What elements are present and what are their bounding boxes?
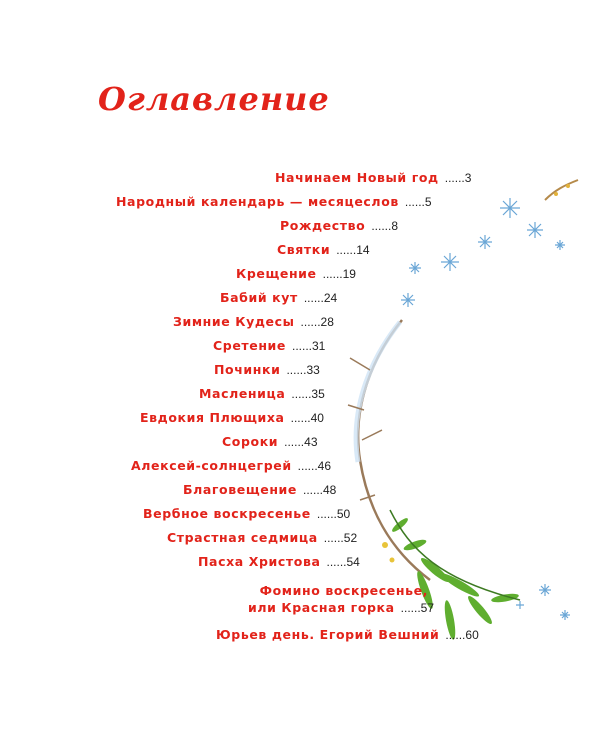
- toc-entry-page: ......54: [326, 555, 360, 569]
- toc-entry-page: ......3: [444, 171, 472, 185]
- toc-entry-page: ......43: [284, 435, 318, 449]
- toc-entry-page: ......31: [292, 339, 326, 353]
- toc-entry-page: ......35: [291, 387, 325, 401]
- toc-entry-page: ......33: [286, 363, 320, 377]
- toc-entry-page: ......28: [300, 315, 334, 329]
- page-title: Оглавление: [98, 80, 330, 118]
- toc-entry[interactable]: [131, 457, 331, 474]
- toc-entry-title: Вербное воскресенье: [143, 506, 311, 521]
- toc-entry-page: ......52: [323, 531, 358, 545]
- toc-entry[interactable]: [167, 529, 357, 546]
- toc-entry-title: Начинаем Новый год: [275, 170, 439, 185]
- toc-entry-page: ......19: [322, 267, 356, 281]
- toc-entry[interactable]: [140, 409, 324, 426]
- toc-entry-page: ......60: [445, 628, 479, 642]
- toc-entry-title-line2: или Красная горка: [248, 600, 395, 615]
- toc-entry[interactable]: [220, 289, 337, 306]
- toc-entry[interactable]: [198, 553, 360, 570]
- toc-entry-title: Страстная седмица: [167, 530, 318, 545]
- toc-entry-page: ......48: [303, 483, 337, 497]
- toc-entry-title: Народный календарь — месяцеслов: [116, 194, 399, 209]
- toc-entry-title: Благовещение: [183, 482, 297, 497]
- toc-entry-title: Фомино воскресенье,: [259, 583, 429, 598]
- toc-entry[interactable]: [275, 169, 471, 186]
- toc-entry-page: ......14: [336, 243, 370, 257]
- toc-entry[interactable]: [213, 337, 325, 354]
- toc-entry-page: ......50: [316, 507, 351, 521]
- toc-entry-title: Починки: [214, 362, 281, 377]
- toc-entry[interactable]: [280, 217, 398, 234]
- toc-entry[interactable]: [199, 385, 325, 402]
- toc-entry-title: Евдокия Плющиха: [140, 410, 285, 425]
- toc-entry-title: Зимние Кудесы: [173, 314, 295, 329]
- toc-entry-page: ......40: [290, 411, 324, 425]
- toc-entry-title: Крещение: [236, 266, 317, 281]
- toc-entry[interactable]: [183, 481, 336, 498]
- toc-entry-title: Алексей-солнцегрей: [131, 458, 292, 473]
- toc-entry[interactable]: [116, 193, 432, 210]
- toc-entry[interactable]: [143, 505, 350, 522]
- toc-entry-page: ......5: [404, 195, 432, 209]
- toc-entry-title: Юрьев день. Егорий Вешний: [216, 627, 440, 642]
- toc-entry-page: ......24: [303, 291, 338, 305]
- toc-entry-page: ......46: [297, 459, 332, 473]
- toc-entry[interactable]: [216, 626, 479, 643]
- toc-entry-title: Сороки: [222, 434, 279, 449]
- toc-entry-page: ......57: [400, 601, 435, 615]
- toc-entry[interactable]: [236, 265, 356, 282]
- toc-entry-title: Сретение: [213, 338, 286, 353]
- toc-entry-page: ......8: [371, 219, 399, 233]
- toc-entry[interactable]: [214, 361, 320, 378]
- toc-entry[interactable]: [277, 241, 370, 258]
- toc-entry-title: Рождество: [280, 218, 366, 233]
- toc-entry[interactable]: [173, 313, 334, 330]
- toc-entry-title: Бабий кут: [220, 290, 298, 305]
- toc-entry-title: Пасха Христова: [198, 554, 321, 569]
- toc-entry[interactable]: [248, 583, 434, 616]
- toc-entry[interactable]: [222, 433, 318, 450]
- toc-entry-title: Святки: [277, 242, 331, 257]
- toc-entry-title: Масленица: [199, 386, 286, 401]
